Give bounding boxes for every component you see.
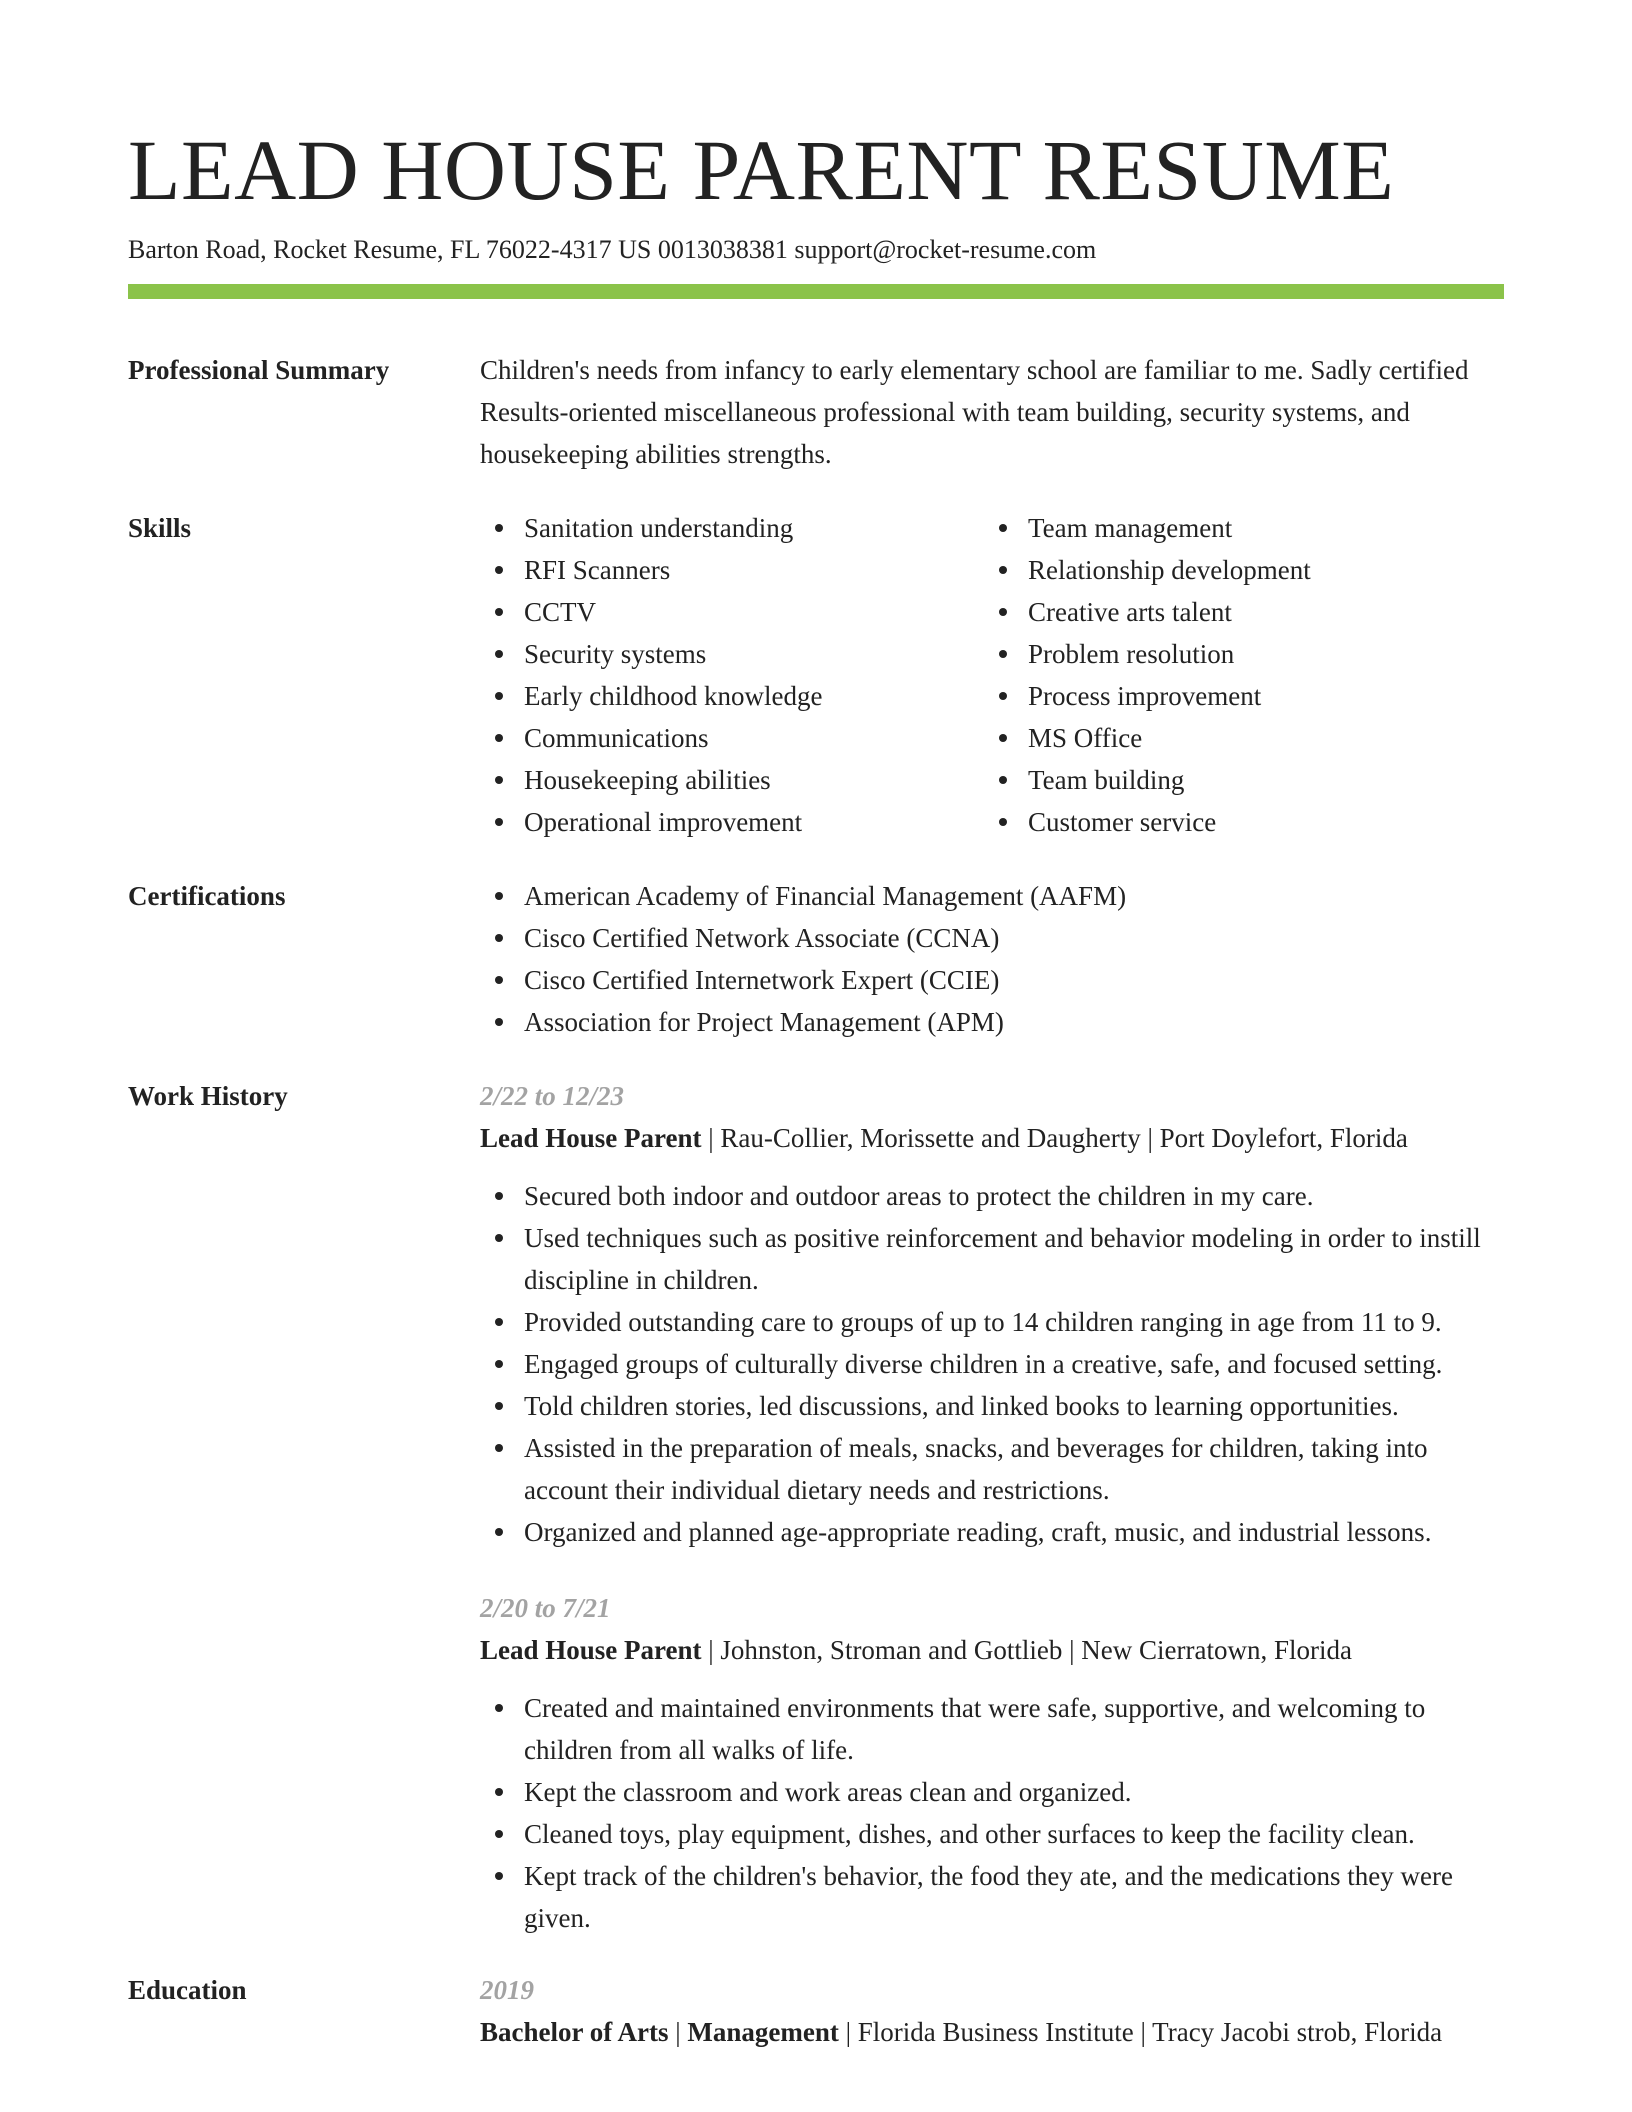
job-bullet: Kept the classroom and work areas clean and organized. (480, 1771, 1504, 1813)
skills-column-2 (984, 507, 1488, 843)
education-major: Management (687, 2017, 839, 2047)
work-history-label: Work History (128, 1081, 288, 1111)
certification-item: Association for Project Management (APM) (480, 1001, 1504, 1043)
summary-section (128, 349, 1504, 475)
job-bullet: Secured both indoor and outdoor areas to protect the children in my care. (480, 1175, 1504, 1217)
job-title: Lead House Parent (480, 1635, 702, 1665)
skills-column-1 (480, 507, 984, 843)
resume-title: LEAD HOUSE PARENT RESUME (128, 122, 1395, 218)
skill-item: MS Office (984, 717, 1488, 759)
skills-grid (480, 507, 1504, 843)
job-bullet: Engaged groups of culturally diverse children in a creative, safe, and focused setting. (480, 1343, 1504, 1385)
job-bullet: Cleaned toys, play equipment, dishes, and other surfaces to keep the facility clean. (480, 1813, 1504, 1855)
contact-line: Barton Road, Rocket Resume, FL 76022-4317 US 0013038381 support@rocket-resume.com (128, 235, 1097, 264)
education-details: Florida Business Institute | Tracy Jacobi strob, Florida (857, 2017, 1443, 2047)
job-bullet: Kept track of the children's behavior, the food they ate, and the medications they were given. (480, 1855, 1504, 1939)
skill-item: Process improvement (984, 675, 1488, 717)
skills-section (128, 507, 1504, 843)
certification-item: Cisco Certified Network Associate (CCNA) (480, 917, 1504, 959)
skill-item: Communications (480, 717, 984, 759)
certification-item: American Academy of Financial Management (AAFM) (480, 875, 1504, 917)
skill-item: Team management (984, 507, 1488, 549)
skill-item: Problem resolution (984, 633, 1488, 675)
job-bullet: Created and maintained environments that were safe, supportive, and welcoming to children from all walks of life. (480, 1687, 1504, 1771)
skill-item: RFI Scanners (480, 549, 984, 591)
job-bullets (480, 1175, 1504, 1553)
education-label: Education (128, 1975, 247, 2005)
skill-item: Team building (984, 759, 1488, 801)
certifications-list (480, 875, 1504, 1043)
job-bullet: Organized and planned age-appropriate reading, craft, music, and industrial lessons. (480, 1511, 1504, 1553)
education-degree: Bachelor of Arts (480, 2017, 669, 2047)
job-details: | Rau-Collier, Morissette and Daugherty | Port Doylefort, Florida (701, 1123, 1408, 1153)
job-entry (480, 1587, 1504, 1939)
job-dates: 2/22 to 12/23 (480, 1081, 625, 1111)
skills-label: Skills (128, 513, 192, 543)
certifications-label: Certifications (128, 881, 286, 911)
education-heading: Bachelor of Arts | Management | Florida Business Institute | Tracy Jacobi strob, Florida (480, 2017, 1443, 2047)
skill-item: Security systems (480, 633, 984, 675)
job-entry (480, 1075, 1504, 1553)
job-dates: 2/20 to 7/21 (480, 1593, 611, 1623)
skill-item: Relationship development (984, 549, 1488, 591)
accent-divider (128, 284, 1504, 299)
job-bullets (480, 1687, 1504, 1939)
certifications-section (128, 875, 1504, 1043)
job-bullet: Assisted in the preparation of meals, snacks, and beverages for children, taking into account their individual dietary needs and restrictions. (480, 1427, 1504, 1511)
summary-text: Children's needs from infancy to early elementary school are familiar to me. Sadly certified Results-oriented miscellaneous professional with team building, security systems, and housekeeping abilities strengths. (480, 355, 1469, 469)
job-title: Lead House Parent (480, 1123, 702, 1153)
certification-item: Cisco Certified Internetwork Expert (CCIE) (480, 959, 1504, 1001)
job-heading (480, 1117, 1504, 1159)
job-bullet: Provided outstanding care to groups of up to 14 children ranging in age from 11 to 9. (480, 1301, 1504, 1343)
education-section (128, 1969, 1504, 2069)
resume-page (128, 118, 1504, 2069)
job-details: | Johnston, Stroman and Gottlieb | New Cierratown, Florida (701, 1635, 1352, 1665)
skill-item: Operational improvement (480, 801, 984, 843)
work-history-section (128, 1075, 1504, 1939)
job-bullet: Used techniques such as positive reinforcement and behavior modeling in order to instill discipline in children. (480, 1217, 1504, 1301)
summary-label: Professional Summary (128, 355, 390, 385)
skill-item: Sanitation understanding (480, 507, 984, 549)
skill-item: Early childhood knowledge (480, 675, 984, 717)
job-bullet: Told children stories, led discussions, and linked books to learning opportunities. (480, 1385, 1504, 1427)
skill-item: Customer service (984, 801, 1488, 843)
skill-item: CCTV (480, 591, 984, 633)
education-year: 2019 (480, 1975, 534, 2005)
skill-item: Creative arts talent (984, 591, 1488, 633)
job-heading (480, 1629, 1504, 1671)
skill-item: Housekeeping abilities (480, 759, 984, 801)
